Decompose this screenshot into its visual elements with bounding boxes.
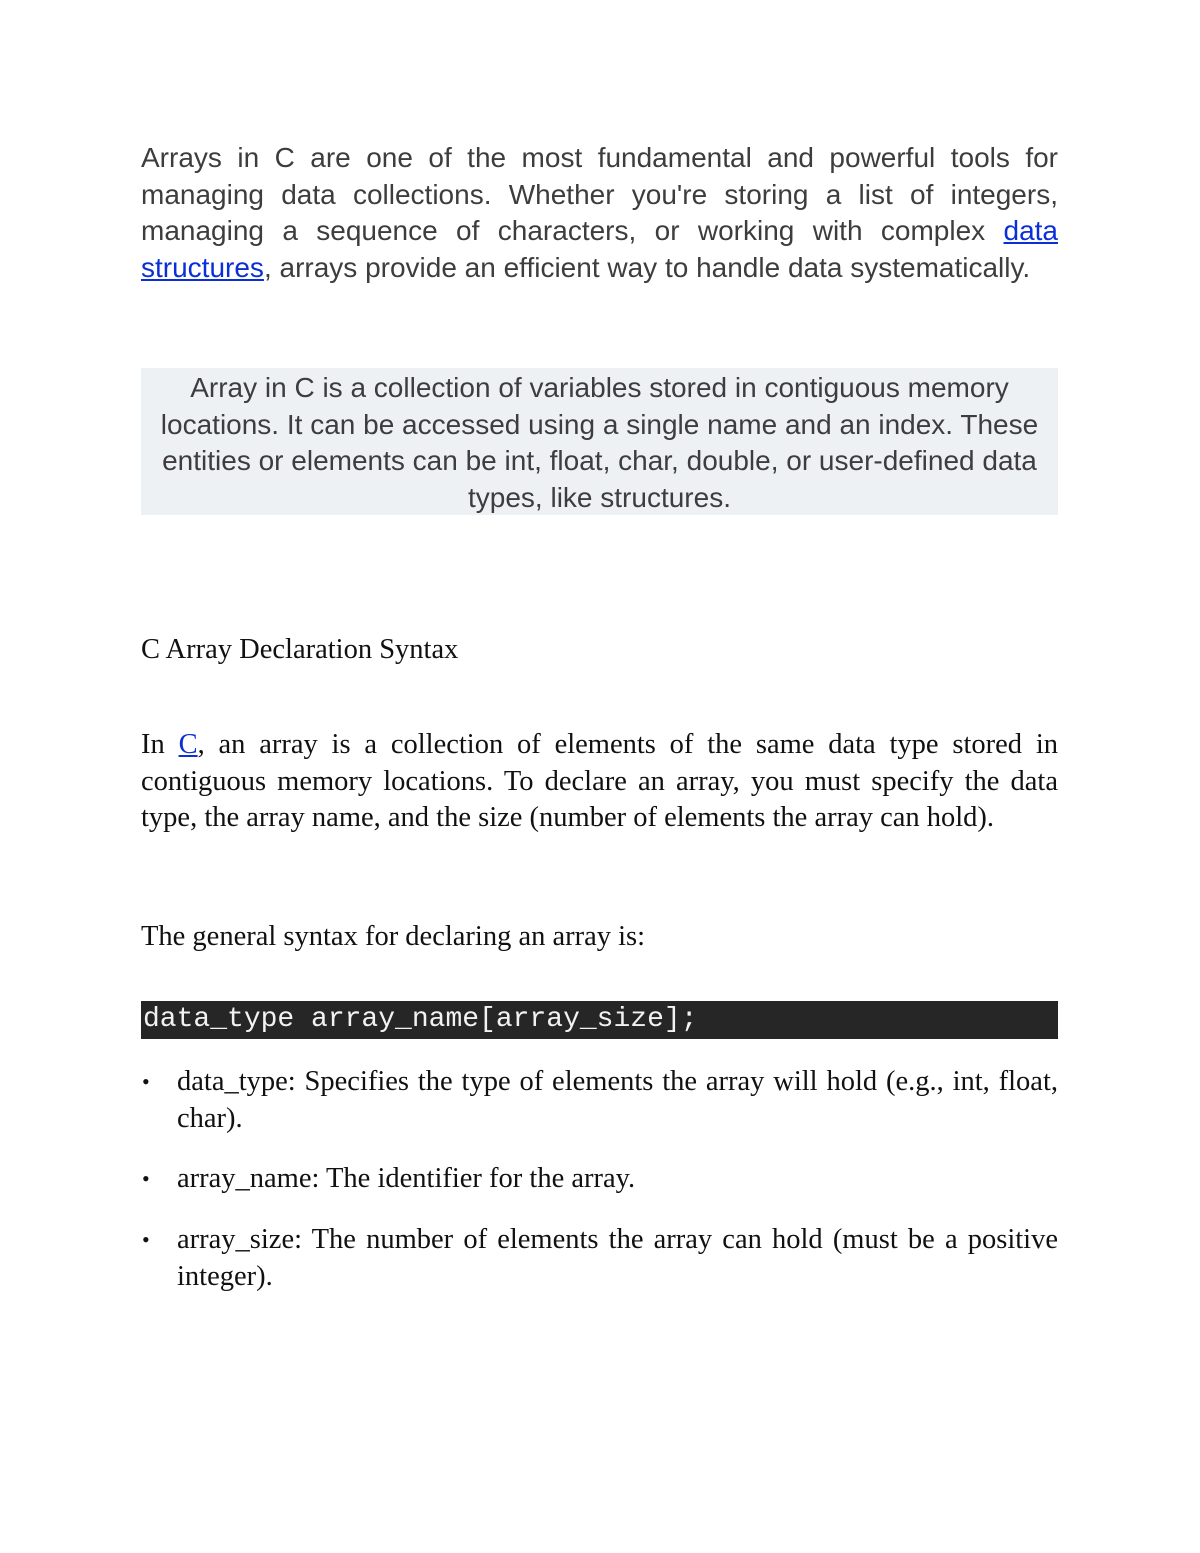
definition-callout <box>141 368 1058 515</box>
para1-text-start: In <box>141 729 179 760</box>
list-item-text: data_type: Specifies the type of elements the array will hold (e.g., int, float, char). <box>177 1066 1058 1134</box>
intro-paragraph <box>141 140 1058 286</box>
syntax-parts-list <box>141 1064 1058 1320</box>
bullet-icon: • <box>142 1166 150 1192</box>
list-item <box>141 1161 1058 1198</box>
intro-text-start: Arrays in C are one of the most fundamental and powerful tools for managing data collections. Whether you're storing a list of integers, managing a sequence of characters, or working with complex <box>141 142 1058 246</box>
intro-text-end: , arrays provide an efficient way to handle data systematically. <box>263 251 1031 283</box>
syntax-intro-paragraph: The general syntax for declaring an array is: <box>141 921 646 952</box>
bullet-icon: • <box>142 1069 150 1094</box>
c-language-link[interactable]: C <box>178 729 198 760</box>
list-item <box>141 1222 1058 1295</box>
para1-text-end: , an array is a collection of elements of the same data type stored in contiguous memory locations. To declare an array, you must specify the data type, the array name, and the size (number of elements the array can hold). <box>141 729 1059 834</box>
section-heading: C Array Declaration Syntax <box>141 634 459 665</box>
syntax-code-block: data_type array_name[array_size]; <box>141 1001 1058 1039</box>
data-structures-link[interactable]: data structures <box>141 215 1058 283</box>
list-item <box>141 1064 1058 1137</box>
list-item-text: array_name: The identifier for the array. <box>177 1163 636 1195</box>
list-item-text: array_size: The number of elements the array can hold (must be a positive integer). <box>177 1224 1058 1292</box>
bullet-icon: • <box>142 1227 150 1253</box>
array-intro-paragraph <box>141 727 1058 837</box>
callout-text: Array in C is a collection of variables stored in contiguous memory locations. It can be accessed using a single name and an index. These entities or elements can be int, float, char, double, or user-defined data types, like structures. <box>160 372 1039 513</box>
